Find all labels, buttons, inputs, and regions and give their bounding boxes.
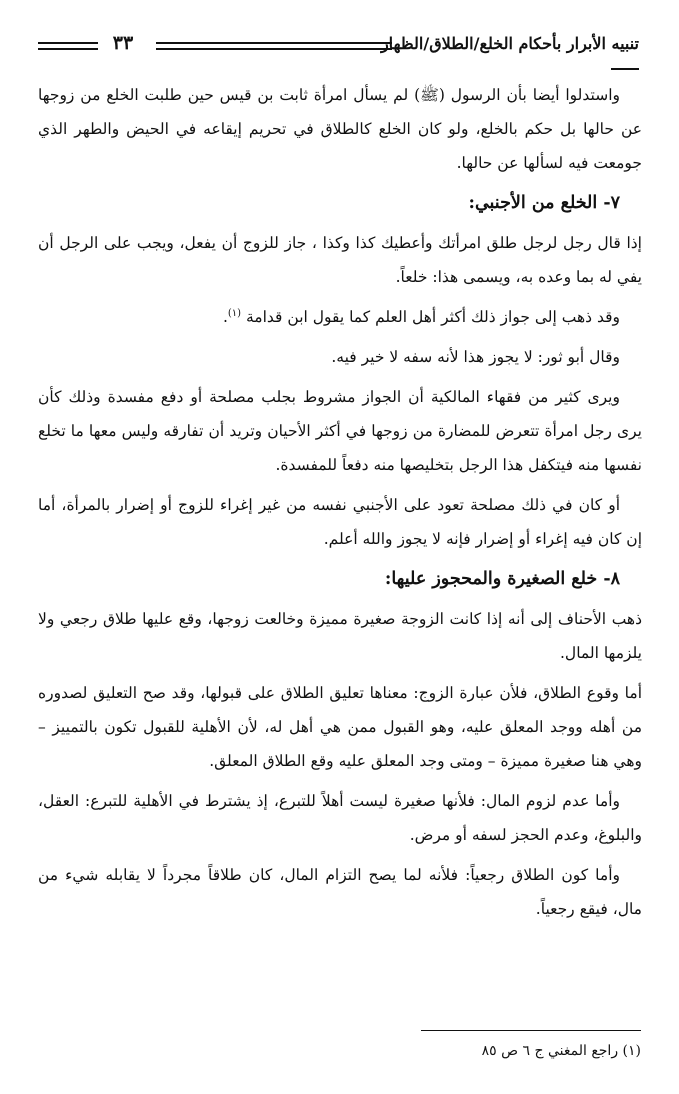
page-number: ٣٣ (112, 32, 134, 54)
paragraph: إذا قال رجل لرجل طلق امرأتك وأعطيك كذا وكذا ، جاز للزوج أن يفعل، ويجب على الرجل أن يفي له بما وعده به، ويسمى هذا: خلعاً. (38, 234, 642, 286)
paragraph: أما وقوع الطلاق، فلأن عبارة الزوج: معناها تعليق الطلاق على قبولها، وقد صح التعليق لصدوره من أهله ووجد المعلق عليه، وهو القبول ممن هي أهل له، لأن الأهلية للقبول تكون بالتمييز – وهي هنا صغيرة مميزة – ومتى وجد المعلق عليه وقع الطلاق المعلق. (38, 684, 642, 770)
paragraph: ذهب الأحناف إلى أنه إذا كانت الزوجة صغيرة مميزة وخالعت زوجها، وقع عليها طلاق رجعي ولا يلزمها المال. (38, 610, 642, 662)
paragraph: واستدلوا أيضا بأن الرسول (ﷺ) لم يسأل امرأة ثابت بن قيس حين طلبت الخلع من زوجها عن حالها بل حكم بالخلع، ولو كان الخلع كالطلاق في تحريم إيقاعه في الحيض والطهر الذي جومعت فيه لسألها عن حالها. (38, 86, 642, 172)
footnote-divider (421, 1030, 641, 1031)
footnote-reference[interactable]: (١) (227, 307, 242, 319)
running-header (38, 30, 639, 66)
section-heading: ٨- خلع الصغيرة والمحجوز عليها: (384, 569, 620, 589)
paragraph: وقال أبو ثور: لا يجوز هذا لأنه سفه لا خير فيه. (331, 348, 620, 366)
paragraph: ويرى كثير من فقهاء المالكية أن الجواز مشروط بجلب مصلحة أو دفع مفسدة وذلك كأن يرى رجل امرأة تتعرض للمضارة من زوجها في أكثر الأحيان وتريد أن تفارقه وليس معها ما تخلع نفسها منه فيتكفل هذا الرجل بتخليصها منه دفعاً للمفسدة. (38, 388, 642, 474)
header-rule (38, 48, 98, 50)
footnote: (١) راجع المغني ج ٦ ص ٨٥ (481, 1043, 641, 1059)
section-heading: ٧- الخلع من الأجنبي: (468, 193, 620, 213)
page-body (38, 78, 642, 932)
header-rule (156, 42, 392, 44)
paragraph (38, 300, 642, 334)
paragraph-text: وقد ذهب إلى جواز ذلك أكثر أهل العلم كما يقول ابن قدامة (246, 308, 620, 326)
paragraph: أو كان في ذلك مصلحة تعود على الأجنبي نفسه من غير إغراء للزوج أو إضرار بالمرأة، أما إن كان فيه إغراء أو إضرار فإنه لا يجوز والله أعلم. (38, 496, 642, 548)
paragraph: وأما عدم لزوم المال: فلأنها صغيرة ليست أهلاً للتبرع، إذ يشترط في الأهلية للتبرع: العقل، والبلوغ، وعدم الحجز لسفه أو مرض. (38, 792, 642, 844)
header-rule (38, 42, 98, 44)
header-rule (156, 48, 392, 50)
paragraph: وأما كون الطلاق رجعياً: فلأنه لما يصح التزام المال، كان طلاقاً مجرداً لا يقابله شيء من مال، فيقع رجعياً. (38, 866, 642, 918)
paragraph-end: . (222, 308, 228, 326)
header-rule (611, 68, 639, 70)
book-title: تنبيه الأبرار بأحكام الخلع/الطلاق/الظهار (380, 34, 639, 53)
